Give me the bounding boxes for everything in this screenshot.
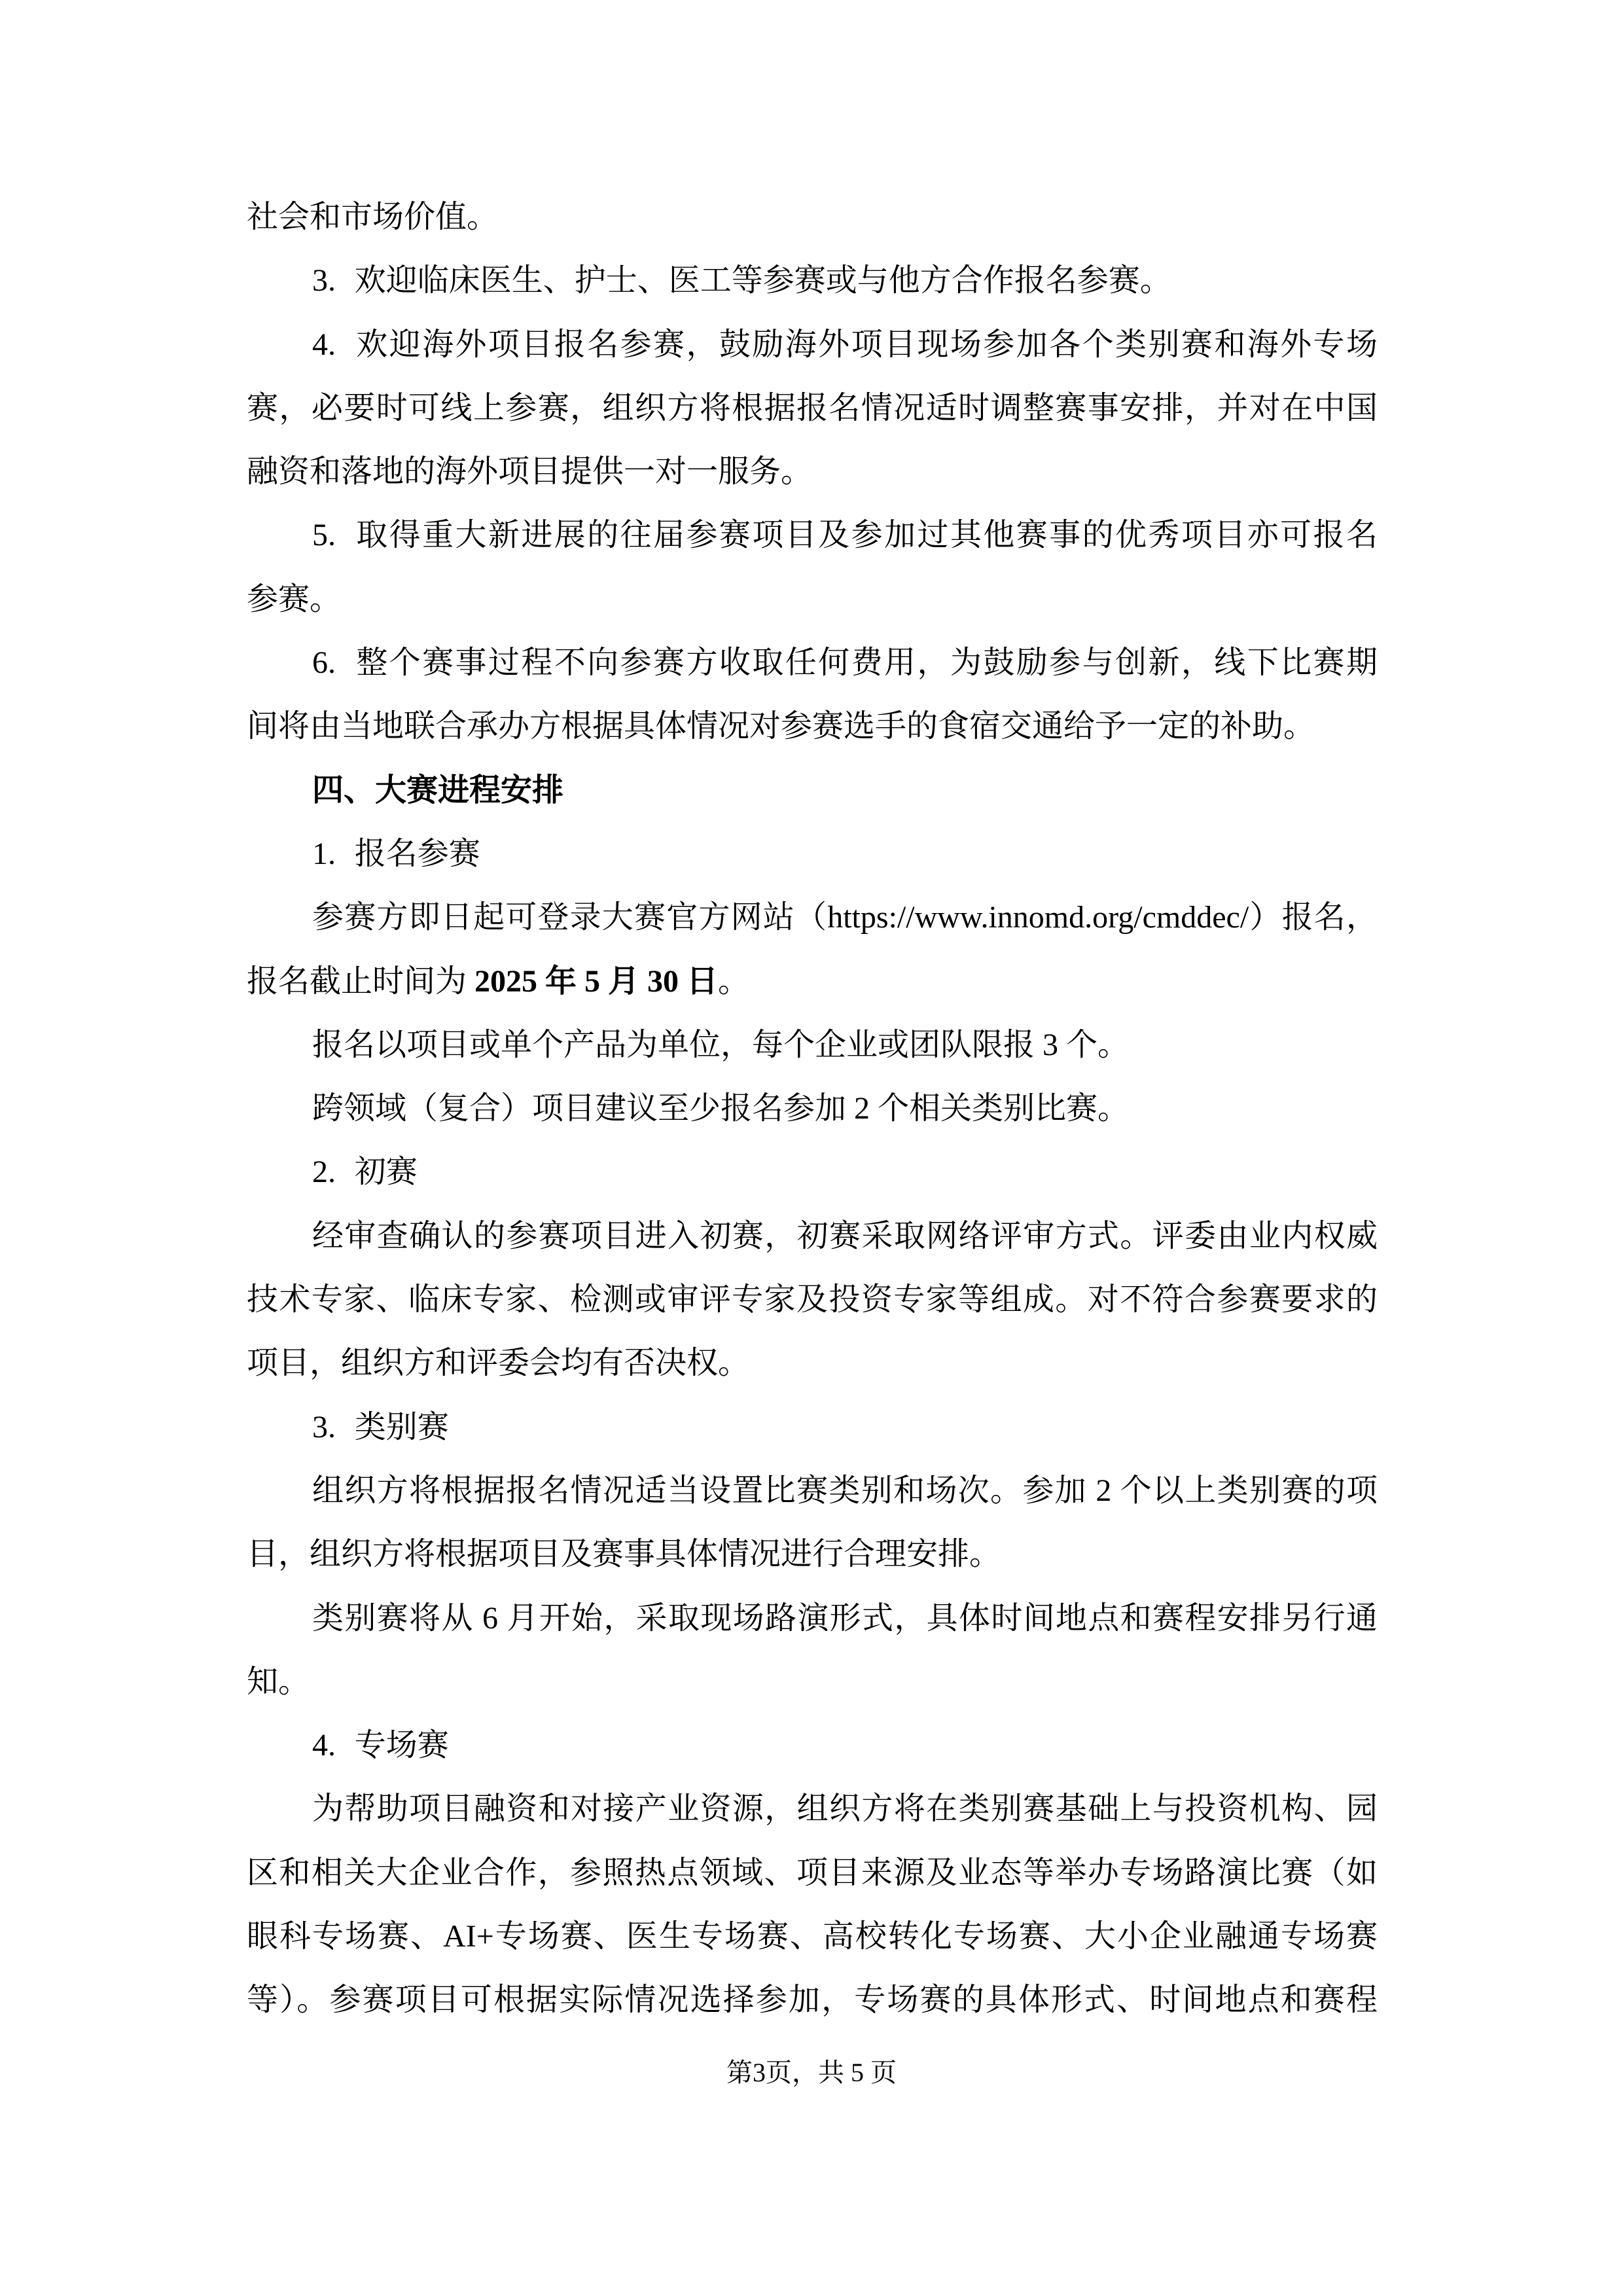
text-line xyxy=(247,1204,1378,1268)
competition-website-url[interactable]: https://www.innomd.org/cmddec/ xyxy=(827,900,1249,935)
list-number: 3. xyxy=(312,263,336,298)
text-line xyxy=(247,1905,1378,1968)
text-line xyxy=(247,886,1378,949)
para-continued-from-previous-page xyxy=(247,185,1378,249)
text-segment: 赛，必要时可线上参赛，组织方将根据报名情况适时调整赛事安排，并对在中国 xyxy=(247,390,1378,425)
text-segment: 参赛方即日起可登录大赛官方网站（ xyxy=(312,900,828,935)
text-segment: 间将由当地联合承办方根据具体情况对参赛选手的食宿交通给予一定的补助。 xyxy=(247,709,1315,744)
text-segment: 初赛 xyxy=(354,1155,418,1190)
text-segment: 2025 年 5 月 30 日 xyxy=(474,963,719,999)
text-line xyxy=(247,759,1378,822)
text-line xyxy=(247,1395,1378,1459)
text-segment: 四、大赛进程安排 xyxy=(312,772,564,808)
para-special-round xyxy=(247,1777,1378,2032)
text-segment: 跨领域（复合）项目建议至少报名参加 2 个相关类别比赛。 xyxy=(312,1091,1130,1126)
para-category-round xyxy=(247,1459,1378,1587)
text-segment: 融资和落地的海外项目提供一对一服务。 xyxy=(247,454,813,490)
text-segment: 报名以项目或单个产品为单位，每个企业或团队限报 3 个。 xyxy=(312,1027,1130,1062)
text-segment: 区和相关大企业合作，参照热点领域、项目来源及业态等举办专场路演比赛（如 xyxy=(247,1855,1378,1890)
text-line xyxy=(247,1331,1378,1395)
list-number: 3. xyxy=(312,1409,336,1444)
text-line xyxy=(247,249,1378,312)
text-line xyxy=(247,1650,1378,1713)
page-number-text: 第3页，共 5 页 xyxy=(726,2058,897,2087)
para-preliminary-round xyxy=(247,1204,1378,1395)
subsection-3-category xyxy=(247,1395,1378,1459)
subsection-4-special xyxy=(247,1713,1378,1777)
text-segment: ）报名， xyxy=(1249,900,1378,935)
subsection-2-preliminary xyxy=(247,1140,1378,1204)
para-entry-limit xyxy=(247,1013,1378,1077)
text-line xyxy=(247,631,1378,694)
document-body xyxy=(247,185,1378,2032)
text-segment: 等）。参赛项目可根据实际情况选择参加，专场赛的具体形式、时间地点和赛程 xyxy=(247,1982,1378,2018)
text-line xyxy=(247,1713,1378,1777)
subsection-1-signup xyxy=(247,822,1378,886)
text-segment: 项目，组织方和评委会均有否决权。 xyxy=(247,1346,750,1381)
para-signup-website xyxy=(247,886,1378,1013)
list-item-3 xyxy=(247,249,1378,312)
text-segment: 报名截止时间为 xyxy=(247,963,475,999)
list-item-4 xyxy=(247,313,1378,504)
text-segment: 为帮助项目融资和对接产业资源，组织方将在类别赛基础上与投资机构、园 xyxy=(312,1791,1378,1827)
text-line xyxy=(247,1522,1378,1586)
para-category-schedule xyxy=(247,1587,1378,1714)
text-line xyxy=(247,503,1378,567)
list-number: 2. xyxy=(312,1155,336,1190)
text-line xyxy=(247,1268,1378,1331)
text-line xyxy=(247,822,1378,886)
text-line xyxy=(247,950,1378,1013)
text-segment: 参赛。 xyxy=(247,581,342,617)
text-segment: 。 xyxy=(718,963,750,999)
list-number: 6. xyxy=(312,645,336,681)
list-number: 4. xyxy=(312,1728,336,1763)
text-segment: 组织方将根据报名情况适当设置比赛类别和场次。参加 2 个以上类别赛的项 xyxy=(312,1473,1378,1508)
text-line xyxy=(247,313,1378,376)
text-segment: 欢迎海外项目报名参赛，鼓励海外项目现场参加各个类别赛和海外专场 xyxy=(354,327,1378,362)
text-line xyxy=(247,1968,1378,2032)
text-segment: 社会和市场价值。 xyxy=(247,200,499,234)
text-segment: 欢迎临床医生、护士、医工等参赛或与他方合作报名参赛。 xyxy=(354,263,1171,298)
para-cross-domain xyxy=(247,1077,1378,1140)
text-segment: 类别赛将从 6 月开始，采取现场路演形式，具体时间地点和赛程安排另行通 xyxy=(312,1600,1378,1636)
text-segment: 眼科专场赛、AI+专场赛、医生专场赛、高校转化专场赛、大小企业融通专场赛 xyxy=(247,1919,1378,1954)
section-heading-4 xyxy=(247,759,1378,822)
text-line xyxy=(247,440,1378,503)
list-number: 4. xyxy=(312,327,336,362)
list-number: 5. xyxy=(312,518,336,553)
text-line xyxy=(247,376,1378,440)
list-item-6 xyxy=(247,631,1378,759)
text-segment: 经审查确认的参赛项目进入初赛，初赛采取网络评审方式。评委由业内权威 xyxy=(312,1218,1378,1253)
text-line xyxy=(247,1140,1378,1204)
text-line xyxy=(247,1013,1378,1077)
text-segment: 报名参赛 xyxy=(354,836,480,871)
text-line xyxy=(247,1841,1378,1905)
text-segment: 类别赛 xyxy=(354,1409,449,1444)
text-segment: 知。 xyxy=(247,1664,310,1699)
list-item-5 xyxy=(247,503,1378,631)
text-line xyxy=(247,1777,1378,1840)
text-line xyxy=(247,1459,1378,1522)
text-segment: 技术专家、临床专家、检测或审评专家及投资专家等组成。对不符合参赛要求的 xyxy=(247,1282,1378,1318)
text-line xyxy=(247,185,1378,249)
text-line xyxy=(247,1077,1378,1140)
text-segment: 专场赛 xyxy=(354,1728,449,1763)
text-line xyxy=(247,1587,1378,1650)
list-number: 1. xyxy=(312,836,336,871)
text-segment: 整个赛事过程不向参赛方收取任何费用，为鼓励参与创新，线下比赛期 xyxy=(354,645,1378,681)
text-segment: 目，组织方将根据项目及赛事具体情况进行合理安排。 xyxy=(247,1537,1001,1572)
text-line xyxy=(247,694,1378,758)
text-line xyxy=(247,567,1378,631)
text-segment: 取得重大新进展的往届参赛项目及参加过其他赛事的优秀项目亦可报名 xyxy=(354,518,1378,553)
page-footer xyxy=(0,2057,1623,2089)
